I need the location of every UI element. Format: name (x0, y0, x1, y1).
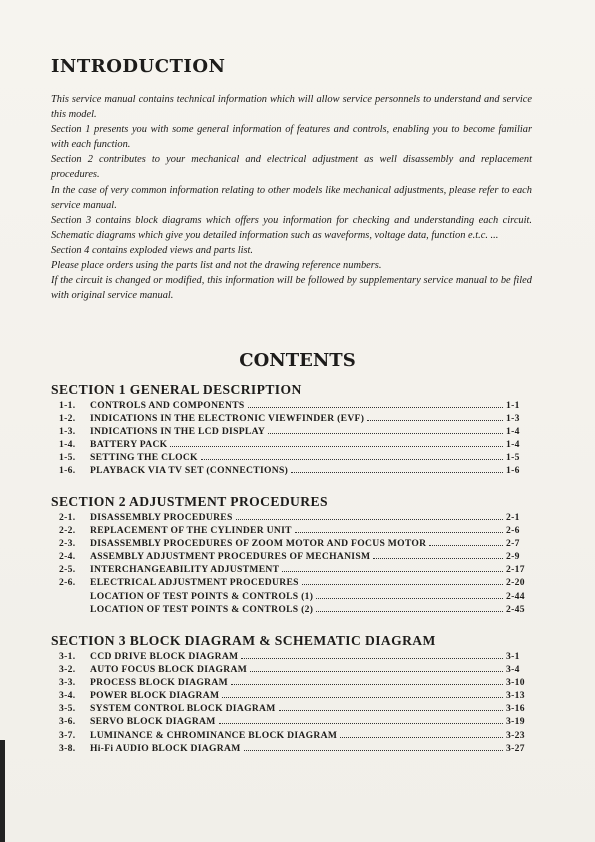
section-title: SECTION 1 GENERAL DESCRIPTION (51, 382, 302, 397)
toc-title: ELECTRICAL ADJUSTMENT PROCEDURES (90, 577, 299, 589)
toc-entry[interactable] (51, 703, 532, 716)
toc-number: 2-5. (59, 564, 76, 576)
toc-page: 2-45 (506, 603, 525, 615)
dot-leader (291, 472, 503, 473)
toc-title: INDICATIONS IN THE LCD DISPLAY (90, 426, 266, 438)
toc-number: 1-3. (59, 426, 76, 438)
dot-leader (231, 684, 503, 685)
toc-title: REPLACEMENT OF THE CYLINDER UNIT (90, 525, 292, 537)
toc-entry[interactable] (51, 525, 532, 538)
toc-page: 2-1 (506, 512, 520, 523)
toc-page: 1-4 (506, 439, 520, 451)
toc-title: INDICATIONS IN THE ELECTRONIC VIEWFINDER (EVF) (90, 413, 365, 425)
toc-entry[interactable] (51, 730, 532, 743)
toc-number: 1-1. (59, 400, 76, 411)
toc-number: 1-6. (59, 465, 76, 477)
toc-list (51, 512, 532, 617)
dot-leader (248, 407, 503, 408)
toc-title: SERVO BLOCK DIAGRAM (90, 716, 216, 728)
toc-number: 3-3. (59, 677, 76, 689)
toc-number: 3-4. (59, 690, 76, 702)
dot-leader (316, 598, 503, 599)
toc-page: 1-4 (506, 426, 520, 438)
toc-entry[interactable] (51, 413, 532, 426)
dot-leader (340, 737, 503, 738)
toc-entry[interactable] (51, 591, 532, 604)
toc-title: AUTO FOCUS BLOCK DIAGRAM (90, 664, 248, 676)
toc-page: 1-6 (506, 465, 520, 477)
toc-entry[interactable] (51, 538, 532, 551)
toc-entry[interactable] (51, 439, 532, 452)
toc-number: 3-6. (59, 716, 76, 728)
intro-text (51, 92, 532, 303)
toc-entry[interactable] (51, 452, 532, 465)
toc-entry[interactable] (51, 512, 532, 525)
dot-leader (222, 697, 503, 698)
section-title: SECTION 2 ADJUSTMENT PROCEDURES (51, 494, 328, 509)
toc-title: LOCATION OF TEST POINTS & CONTROLS (2) (90, 603, 314, 615)
dot-leader (241, 658, 503, 659)
toc-entry[interactable] (51, 400, 532, 413)
toc-entry[interactable] (51, 716, 532, 729)
toc-entry[interactable] (51, 690, 532, 703)
intro-paragraph: In the case of very common information relating to other models like mechanical adjustments, please refer to each service manual. (51, 184, 532, 211)
toc-title: ASSEMBLY ADJUSTMENT PROCEDURES OF MECHANISM (90, 551, 371, 563)
dot-leader (279, 710, 503, 711)
toc-number: 2-1. (59, 512, 76, 523)
toc-page: 2-20 (506, 577, 525, 589)
toc-entry[interactable] (51, 743, 532, 756)
toc-title: DISASSEMBLY PROCEDURES OF ZOOM MOTOR AND FOCUS MOTOR (90, 538, 427, 550)
toc-page: 3-13 (506, 690, 525, 702)
contents-title: CONTENTS (239, 350, 356, 371)
toc-number: 2-6. (59, 577, 76, 589)
toc-page: 1-1 (506, 400, 520, 411)
toc-page: 3-27 (506, 742, 525, 754)
section-title: SECTION 3 BLOCK DIAGRAM & SCHEMATIC DIAGRAM (51, 633, 436, 648)
dot-leader (282, 571, 503, 572)
section-2 (51, 494, 532, 617)
toc-page: 1-5 (506, 452, 520, 464)
toc-entry[interactable] (51, 426, 532, 439)
dot-leader (250, 671, 503, 672)
intro-paragraph: Section 2 contributes to your mechanical and electrical adjustment as well disassembly and replacement procedures. (51, 154, 532, 181)
dot-leader (244, 750, 503, 751)
toc-number: 2-4. (59, 551, 76, 563)
toc-title: PLAYBACK VIA TV SET (CONNECTIONS) (90, 465, 289, 477)
toc-page: 3-4 (506, 664, 520, 676)
toc-list (51, 651, 532, 756)
toc-number: 2-3. (59, 538, 76, 550)
toc-number: 2-2. (59, 525, 76, 537)
intro-paragraph: Section 3 contains block diagrams which offers you information for checking and understanding each circuit. Schematic diagrams which give you detailed information such as waveforms, voltage data, function e.t.c. ... (51, 214, 532, 241)
toc-number: 1-5. (59, 452, 76, 464)
toc-number: 3-5. (59, 703, 76, 715)
toc-entry[interactable] (51, 577, 532, 590)
toc-entry[interactable] (51, 651, 532, 664)
toc-page: 2-7 (506, 538, 520, 550)
toc-title: SETTING THE CLOCK (90, 452, 198, 464)
toc-page: 2-6 (506, 525, 520, 537)
toc-title: BATTERY PACK (90, 439, 168, 451)
toc-number: 1-4. (59, 439, 76, 451)
toc-entry[interactable] (51, 564, 532, 577)
intro-title: INTRODUCTION (51, 56, 226, 77)
toc-title: SYSTEM CONTROL BLOCK DIAGRAM (90, 703, 276, 715)
intro-paragraph: This service manual contains technical information which will allow service personnels to understand and service this model. (51, 94, 532, 121)
toc-page: 2-9 (506, 551, 520, 563)
dot-leader (268, 433, 503, 434)
toc-page: 2-17 (506, 564, 525, 576)
toc-title: CCD DRIVE BLOCK DIAGRAM (90, 651, 239, 662)
dot-leader (316, 611, 503, 612)
toc-page: 3-19 (506, 716, 525, 728)
dot-leader (429, 545, 503, 546)
dot-leader (219, 723, 503, 724)
toc-title: LOCATION OF TEST POINTS & CONTROLS (1) (90, 590, 314, 602)
section-1 (51, 382, 532, 479)
toc-list (51, 400, 532, 479)
toc-title: POWER BLOCK DIAGRAM (90, 690, 220, 702)
dot-leader (170, 446, 503, 447)
toc-page: 2-44 (506, 590, 525, 602)
toc-number: 3-7. (59, 729, 76, 741)
toc-entry[interactable] (51, 677, 532, 690)
intro-paragraph: If the circuit is changed or modified, this information will be followed by supplementary service manual to be filed with original service manual. (51, 275, 532, 302)
dot-leader (302, 584, 503, 585)
toc-page: 3-1 (506, 651, 520, 662)
dot-leader (236, 519, 503, 520)
intro-paragraph: Section 4 contains exploded views and parts list. (51, 244, 254, 256)
toc-number: 1-2. (59, 413, 76, 425)
toc-entry[interactable] (51, 664, 532, 677)
intro-paragraph: Section 1 presents you with some general information of features and controls, enabling you to become familiar with each function. (51, 124, 532, 151)
toc-number: 3-1. (59, 651, 76, 662)
dot-leader (201, 459, 503, 460)
toc-title: PROCESS BLOCK DIAGRAM (90, 677, 228, 689)
toc-page: 3-23 (506, 729, 525, 741)
binding-edge (0, 740, 5, 842)
toc-number: 3-2. (59, 664, 76, 676)
toc-page: 3-10 (506, 677, 525, 689)
toc-title: LUMINANCE & CHROMINANCE BLOCK DIAGRAM (90, 729, 338, 741)
toc-entry[interactable] (51, 551, 532, 564)
toc-title: CONTROLS AND COMPONENTS (90, 400, 245, 411)
intro-paragraph: Please place orders using the parts list and not the drawing reference numbers. (51, 260, 382, 272)
dot-leader (373, 558, 503, 559)
toc-title: INTERCHANGEABILITY ADJUSTMENT (90, 564, 280, 576)
dot-leader (295, 532, 503, 533)
toc-page: 1-3 (506, 413, 520, 425)
toc-number: 3-8. (59, 742, 76, 754)
toc-page: 3-16 (506, 703, 525, 715)
dot-leader (367, 420, 503, 421)
toc-entry[interactable] (51, 604, 532, 617)
toc-title: DISASSEMBLY PROCEDURES (90, 512, 233, 523)
toc-entry[interactable] (51, 465, 532, 478)
toc-title: Hi-Fi AUDIO BLOCK DIAGRAM (90, 742, 241, 754)
section-3 (51, 633, 532, 756)
